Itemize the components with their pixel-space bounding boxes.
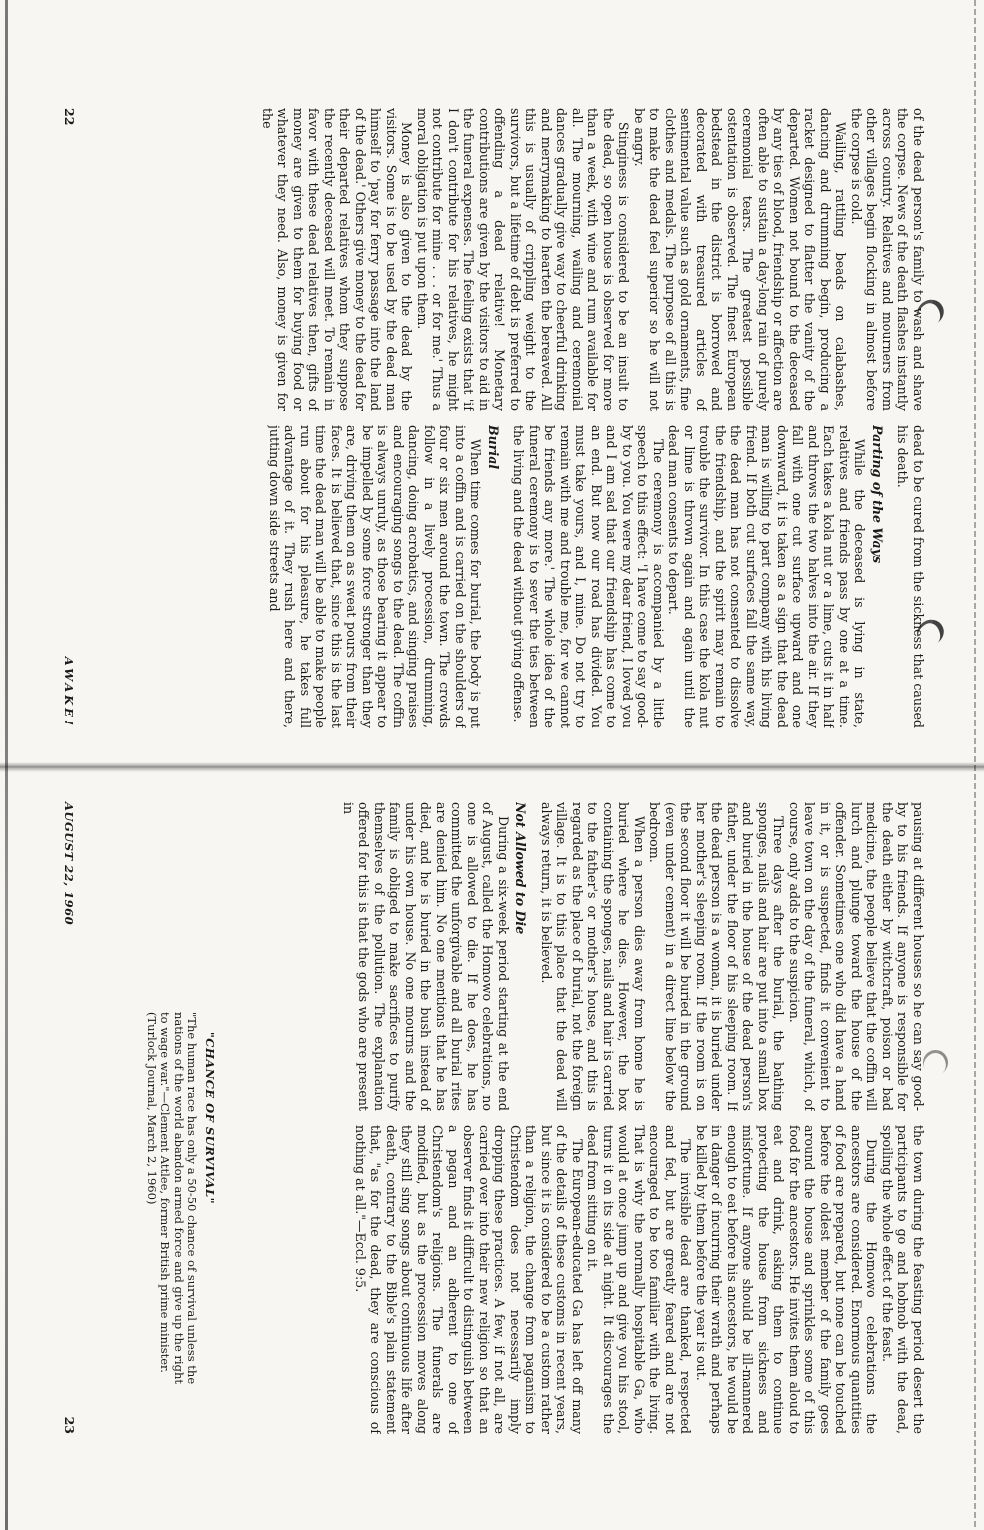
issue-date: AUGUST 22, 1960 xyxy=(62,802,76,926)
left-page xyxy=(62,108,926,728)
page-number: 23 xyxy=(62,1416,77,1434)
paragraph: the town during the feasting period desert the participants to go and hobnob with the dead, spoiling the whole effect of the feast. xyxy=(880,1125,926,1434)
page-number: 22 xyxy=(62,108,77,126)
fold-shadow xyxy=(0,762,984,772)
left-folio xyxy=(62,108,77,728)
right-folio xyxy=(62,802,77,1434)
paragraph: When time comes for burial, the body is put into a coffin and is carried on the shoulders of four or six men around the town. The crowds follow in a lively procession, drumming, dancing, doing acrobatics, and singing praises and encouraging songs to the dead. The coffin is always unruly, as those bearing it appear to be impelled by some force stronger than they are, driving them on as sweat pours from their faces. It is believed that, since this is the last time the dead man will be able to make people run about for his pleasure, he takes full advantage of it. They rush here and there, jutting down side streets and xyxy=(267,425,484,728)
section-heading: Not Allowed to Die xyxy=(513,802,529,935)
paragraph: Wailing, rattling beads on calabashes, dancing and drumming begin, producing a racket designed to flatter the vanity of the departed. Women not bound to the deceased by any ties of blood, friendship or affection are often able to sustain a day-long rain of purely ceremonial tears. The greatest possible ostentation is observed. The finest European bedstead in the district is borrowed and decorated with treasured articles of sentimental value such as gold ornaments, fine clothes and medals. The purpose of all this is to make the dead feel superior so he will not be angry. xyxy=(632,108,849,411)
scan-edge-bottom xyxy=(5,0,8,1530)
sidebar-box xyxy=(145,802,217,1434)
text-column xyxy=(116,425,926,728)
box-quote: "The human race has only a 50-50 chance of survival unless the nations of the world abandon armed force and give up the right to wage war."—Clement Attlee, former British prime minister. (Turlock Journal, March 2, 1960) xyxy=(145,1012,200,1385)
scan-edge-top xyxy=(974,0,976,1530)
right-page xyxy=(62,802,926,1434)
paragraph: dead to be cured from the sickness that caused his death. xyxy=(895,425,926,728)
section-heading: Parting of the Ways xyxy=(870,425,885,564)
paragraph: Three days after the burial, the bathing sponges, nails and hair are put into a small box and buried in the house of the dead person's father, under the floor of his sleeping room. If the dead person is a woman, it is buried under her mother's sleeping room. If the room is on the second floor it will be buried in the ground (even under cement) in a direct line below the bedroom. xyxy=(647,802,787,1111)
paragraph: The ceremony is accompanied by a little speech to this effect: 'I have come to say good-by to you. You were my dear friend, I loved you and I am sad that our friendship has come to an end. But now our road has divided. You must take yours, and I, mine. Do not try to remain with me and trouble me, for we cannot be friends any more.' The whole idea of the funeral ceremony is to sever the ties between the living and the dead without giving offense. xyxy=(511,425,666,728)
paragraph: pausing at different houses so he can say good-by to his friends. If anyone is responsible for the death either by witchcraft, poison or bad medicine, the people believe that the coffin will lurch and plunge toward the house of the offender. Sometimes one who did have a hand in it, or is suspected, finds it convenient to leave town on the day of the funeral, which, of course, only adds to the suspicion. xyxy=(787,802,926,1111)
paragraph: of the dead person's family to wash and shave the corpse. News of the death flashes instantly across country. Relatives and mourners from other villages begin flocking in almost before the corpse is cold. xyxy=(849,108,926,411)
paragraph: When a person dies away from home he is buried where he dies. However, the box containing the sponges, nails and hair is carried to the father's or mother's house, and this is regarded as the place of burial, not the foreign village. It is to this place that the dead will always return, it is believed. xyxy=(539,802,647,1111)
box-title: "CHANCE OF SURVIVAL" xyxy=(203,1031,217,1205)
right-page-columns xyxy=(226,802,926,1434)
text-column xyxy=(226,1125,926,1434)
text-column xyxy=(116,108,926,411)
paragraph: During the Homowo celebrations the ancestors are considered. Enormous quantities of food are prepared, but none can be touched before the oldest member of the family goes around the house and sprinkles some of this food for the ancestors. He invites them aloud to eat and drink, asking them to continue protecting the house from sickness and misfortune. If anyone should be ill-mannered enough to eat before his ancestors, he would be in danger of incurring their wrath and perhaps be killed by them before the year is out. xyxy=(694,1125,880,1434)
magazine-name: AWAKE! xyxy=(62,656,76,728)
paragraph: During a six-week period starting at the end of August, called the Homowo celebrations, no one is allowed to die. If he does, he has committed the unforgivable and all burial rites are denied him. No one mentions that he has died, and he is buried in the bush instead of under his own house. No one mourns and the family is obliged to make sacrifices to purify themselves of the pollution. The explanation offered for this is that the gods who are present in xyxy=(341,802,511,1111)
paragraph: Money is also given to the dead by the visitors. Some is to be used by the dead man himself to 'pay for ferry passage into the land of the dead.' Others give money to the dead for their departed relatives whom they suppose the recently deceased will meet. To remain in favor with these dead relatives then, gifts of money are given to them for buying food or whatever they need. Also, money is given for the xyxy=(260,108,415,411)
left-page-columns xyxy=(116,108,926,728)
section-heading: Burial xyxy=(486,425,501,470)
paragraph: While the deceased is lying in state, relatives and friends pass by one at a time. Each takes a kola nut or a lime, cuts it in half and throws the two halves into the air. If they fall with one cut surface upward and one downward, it is taken as a sign that the dead man is willing to part company with his living friend. If both cut surfaces fall the same way, the dead man has not consented to dissolve the friendship, and the spirit may remain to trouble the survivor. In this case the kola nut or lime is thrown again and again until the dead man consents to depart. xyxy=(666,425,868,728)
paragraph: Stinginess is considered to be an insult to the dead, so open house is observed for more than a week, with wine and rum available for all. The mourning, wailing and ceremonial dances gradually give way to cheerful drinking and merrymaking to hearten the bereaved. All this is usually of crippling weight to the survivors, but a lifetime of debt is preferred to offending a dead relative! Monetary contributions are given by the visitors to aid in the funeral expenses. The feeling exists that 'if I don't contribute for his relatives, he might not contribute for mine . . . or for me.' Thus a moral obligation is put upon them. xyxy=(415,108,632,411)
paragraph: The invisible dead are thanked, respected and fed, but are greatly feared and are not encouraged to be too familiar with the living. That is why the normally hospitable Ga, who would at once jump up and give you his stool, turns it on its side at night. It discourages the dead from sitting on it. xyxy=(585,1125,694,1434)
text-column xyxy=(226,802,926,1111)
paragraph: The European-educated Ga has left off many of the details of these customs in recent years, but since it is considered to be a custom rather than a religion, the change from paganism to Christendom does not necessarily imply dropping these practices. A few, if not all, are carried over into their new religion so that an observer finds it difficult to distinguish between a pagan and an adherent to one of Christendom's religions. The funerals are modified, but as the procession moves along they still sing songs about continuous life after death, contrary to the Bible's plain statement that, "as for the dead, they are conscious of nothing at all."—Eccl. 9:5. xyxy=(353,1125,585,1434)
